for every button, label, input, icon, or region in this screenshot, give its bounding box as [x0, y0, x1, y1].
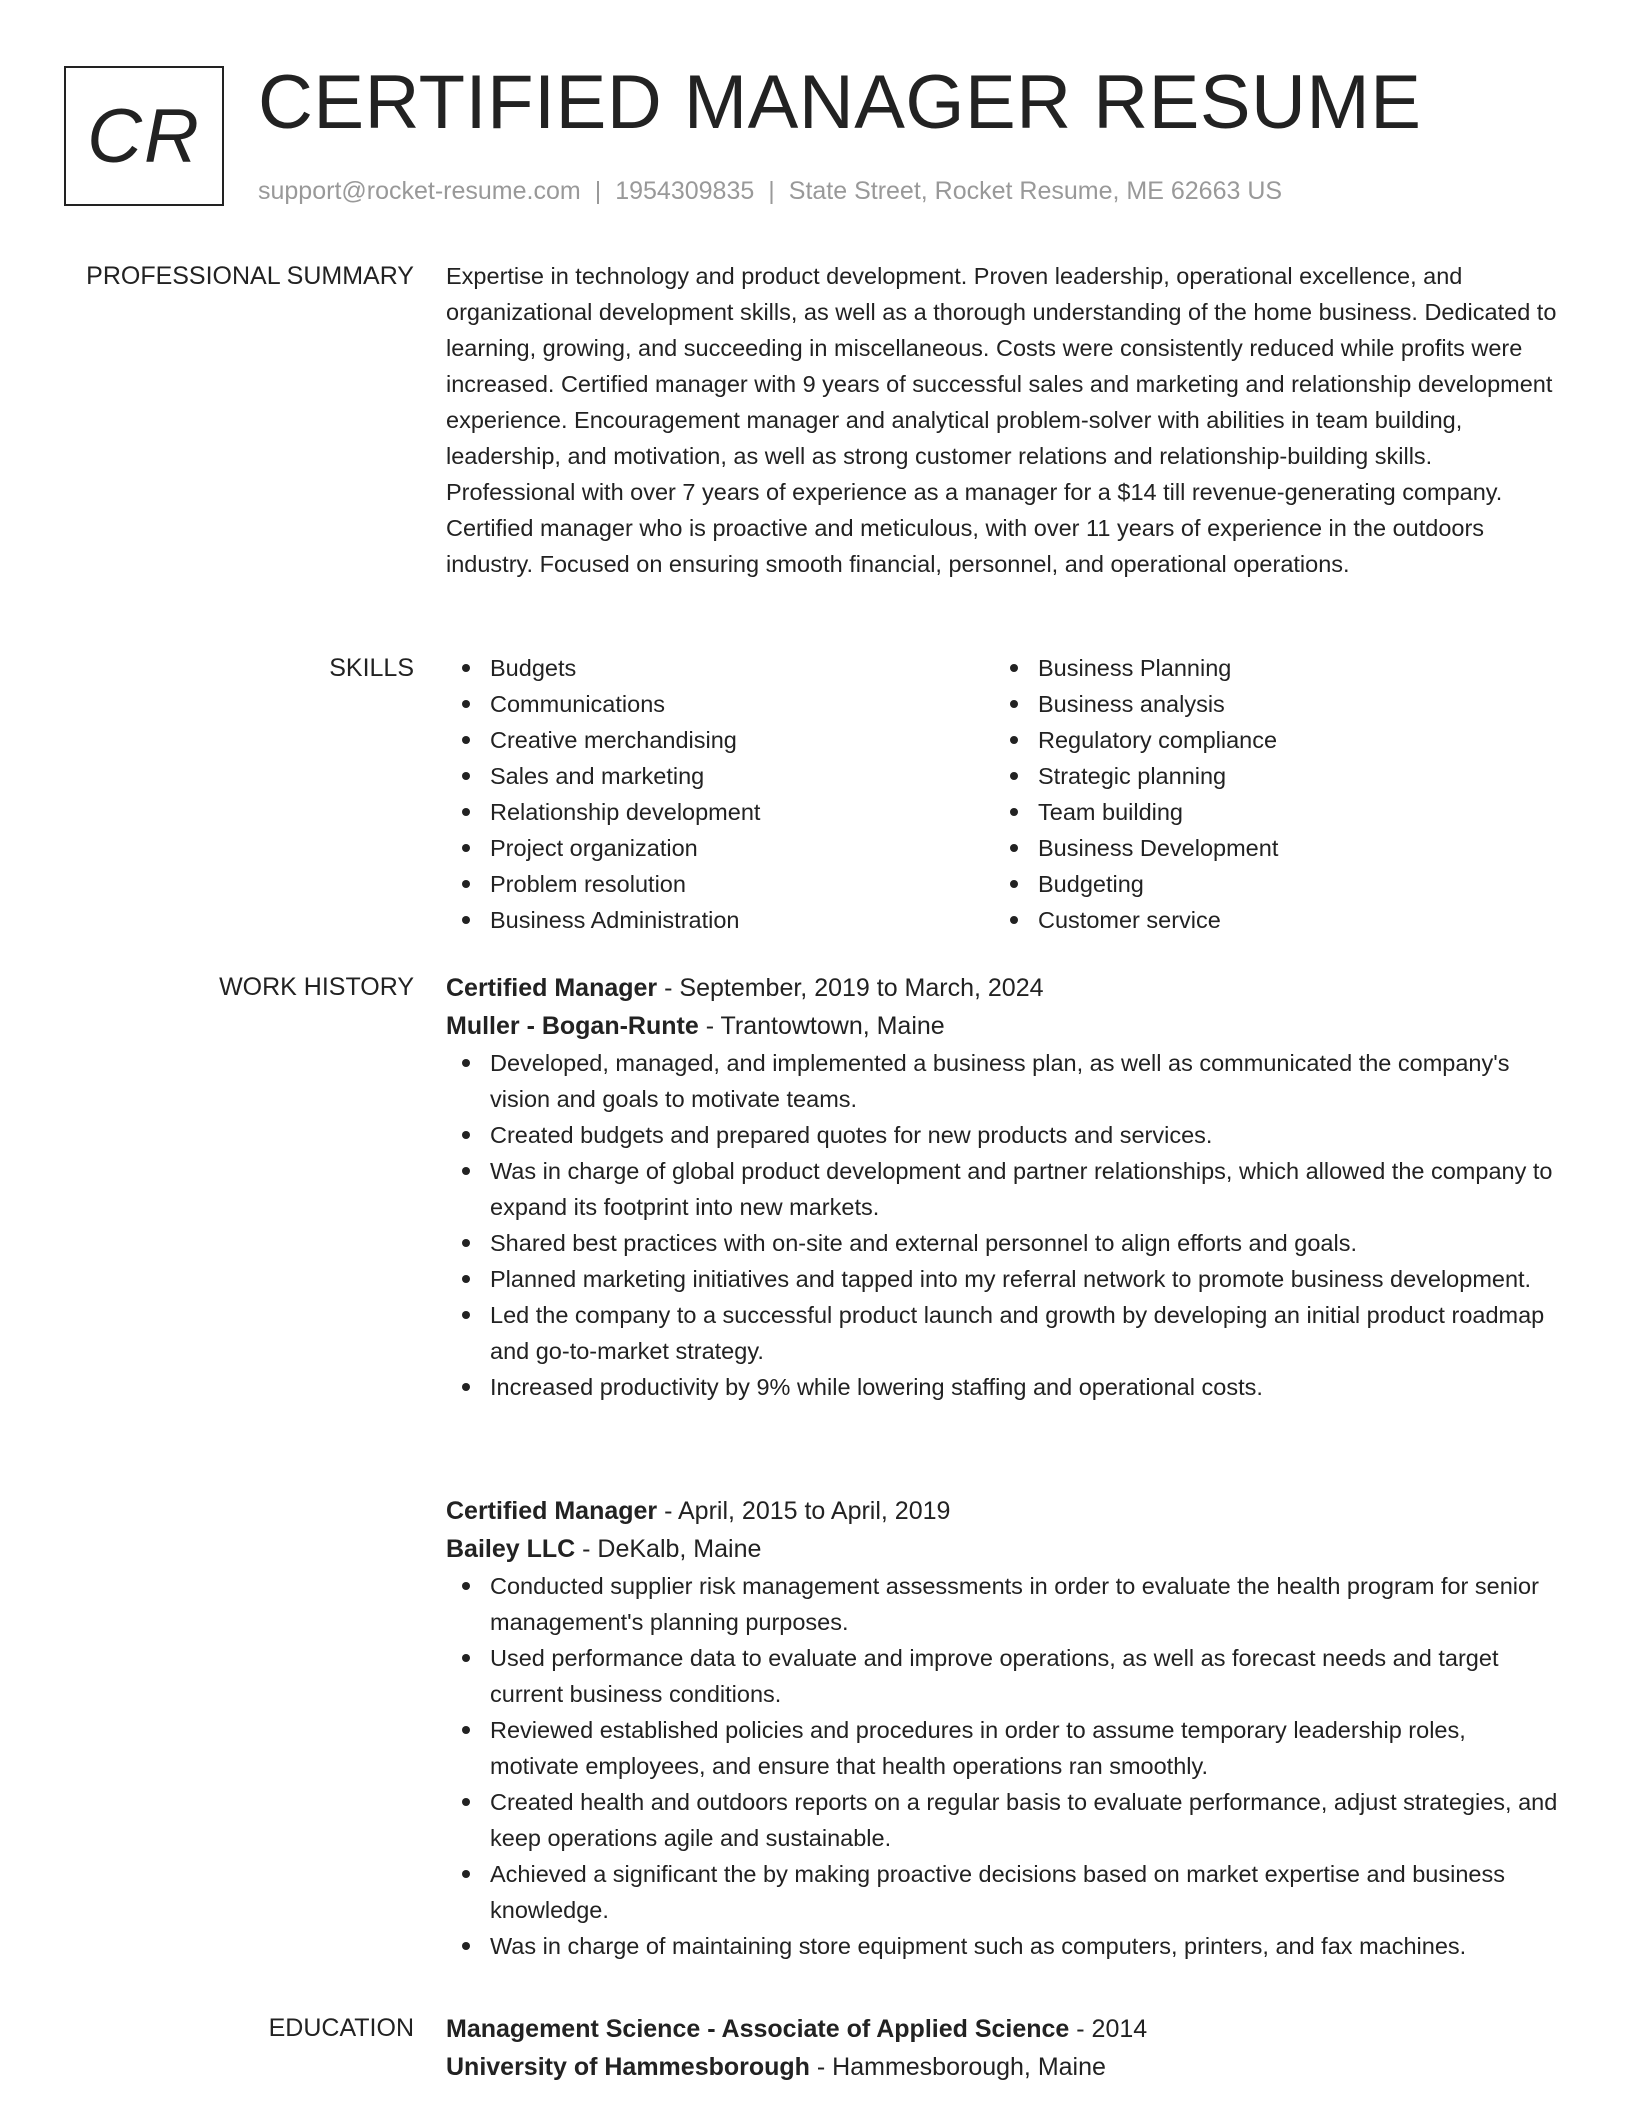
skills-list-right	[994, 650, 1542, 938]
job-entry	[446, 969, 1561, 1405]
contact-separator: |	[768, 177, 775, 205]
skill-item: Relationship development	[446, 794, 994, 830]
job-bullet: Increased productivity by 9% while lowering staffing and operational costs.	[446, 1369, 1561, 1405]
job-bullet: Developed, managed, and implemented a business plan, as well as communicated the company's vision and goals to motivate teams.	[446, 1045, 1561, 1117]
job-bullet: Created health and outdoors reports on a regular basis to evaluate performance, adjust strategies, and keep operations agile and sustainable.	[446, 1784, 1561, 1856]
job-dates: - September, 2019 to March, 2024	[657, 974, 1044, 1002]
skill-item: Regulatory compliance	[994, 722, 1542, 758]
job-bullet: Was in charge of global product development and partner relationships, which allowed the company to expand its footprint into new markets.	[446, 1153, 1561, 1225]
work-heading: WORK HISTORY	[219, 973, 414, 1001]
skill-item: Sales and marketing	[446, 758, 994, 794]
skill-item: Business analysis	[994, 686, 1542, 722]
summary-text: Expertise in technology and product development. Proven leadership, operational excellence, and organizational development skills, as well as a thorough understanding of the home business. Dedicated to learning, growing, and succeeding in miscellaneous. Costs were consistently reduced while profits were increased. Certified manager with 9 years of successful sales and marketing and relationship development experience. Encouragement manager and analytical problem-solver with abilities in team building, leadership, and motivation, as well as strong customer relations and relationship-building skills. Professional with over 7 years of experience as a manager for a $14 till revenue-generating company. Certified manager who is proactive and meticulous, with over 11 years of experience in the outdoors industry. Focused on ensuring smooth financial, personnel, and operational operations.	[446, 263, 1557, 577]
summary-heading: PROFESSIONAL SUMMARY	[86, 262, 414, 290]
job-bullet: Created budgets and prepared quotes for new products and services.	[446, 1117, 1561, 1153]
job-title-line	[446, 1492, 1561, 1530]
contact-address: State Street, Rocket Resume, ME 62663 US	[788, 177, 1283, 205]
contact-phone[interactable]: 1954309835	[615, 177, 755, 205]
degree-name: Management Science - Associate of Applied Science	[446, 2015, 1070, 2043]
skill-item: Strategic planning	[994, 758, 1542, 794]
skill-item: Team building	[994, 794, 1542, 830]
job-company: Muller - Bogan-Runte	[446, 1012, 699, 1040]
school-name: University of Hammesborough	[446, 2053, 810, 2081]
job-title: Certified Manager	[446, 1497, 658, 1525]
job-bullet: Conducted supplier risk management assessments in order to evaluate the health program for senior management's planning purposes.	[446, 1568, 1561, 1640]
skills-body	[446, 650, 1561, 938]
skill-item: Business Development	[994, 830, 1542, 866]
degree-line	[446, 2010, 1561, 2048]
contact-email[interactable]: support@rocket-resume.com	[258, 177, 581, 205]
school-line	[446, 2048, 1561, 2086]
contact-line	[258, 174, 1282, 208]
skills-list-left	[446, 650, 994, 938]
skill-item: Customer service	[994, 902, 1542, 938]
contact-separator: |	[594, 177, 602, 205]
job-bullet: Led the company to a successful product launch and growth by developing an initial product roadmap and go-to-market strategy.	[446, 1297, 1561, 1369]
job-entry	[446, 1492, 1561, 1964]
summary-body	[446, 258, 1561, 582]
job-company-line	[446, 1530, 1561, 1568]
job-title-line	[446, 969, 1561, 1007]
job-bullet: Shared best practices with on-site and external personnel to align efforts and goals.	[446, 1225, 1561, 1261]
skill-item: Business Administration	[446, 902, 994, 938]
job-bullet: Reviewed established policies and procedures in order to assume temporary leadership roles, motivate employees, and ensure that health operations ran smoothly.	[446, 1712, 1561, 1784]
job-location: - Trantowtown, Maine	[698, 1012, 945, 1040]
skill-item: Project organization	[446, 830, 994, 866]
job-bullet: Achieved a significant the by making proactive decisions based on market expertise and business knowledge.	[446, 1856, 1561, 1928]
job-dates: - April, 2015 to April, 2019	[657, 1497, 951, 1525]
skills-heading: SKILLS	[329, 654, 414, 682]
skill-item: Business Planning	[994, 650, 1542, 686]
job-bullet: Planned marketing initiatives and tapped into my referral network to promote business development.	[446, 1261, 1561, 1297]
job-company: Bailey LLC	[446, 1535, 576, 1563]
skill-item: Budgets	[446, 650, 994, 686]
skill-item: Creative merchandising	[446, 722, 994, 758]
job-company-line	[446, 1007, 1561, 1045]
job-bullet-list	[446, 1045, 1561, 1405]
job-bullet: Used performance data to evaluate and improve operations, as well as forecast needs and target current business conditions.	[446, 1640, 1561, 1712]
job-bullet: Was in charge of maintaining store equipment such as computers, printers, and fax machines.	[446, 1928, 1561, 1964]
job-title: Certified Manager	[446, 974, 658, 1002]
education-heading: EDUCATION	[268, 2014, 414, 2042]
monogram-logo: CR	[64, 66, 224, 206]
education-entry	[446, 2010, 1561, 2086]
skills-columns	[446, 650, 1561, 938]
school-location: - Hammesborough, Maine	[809, 2053, 1106, 2081]
skill-item: Budgeting	[994, 866, 1542, 902]
degree-year: - 2014	[1069, 2015, 1148, 2043]
skill-item: Communications	[446, 686, 994, 722]
job-location: - DeKalb, Maine	[575, 1535, 762, 1563]
resume-title: CERTIFIED MANAGER RESUME	[258, 60, 1422, 145]
job-bullet-list	[446, 1568, 1561, 1964]
skill-item: Problem resolution	[446, 866, 994, 902]
